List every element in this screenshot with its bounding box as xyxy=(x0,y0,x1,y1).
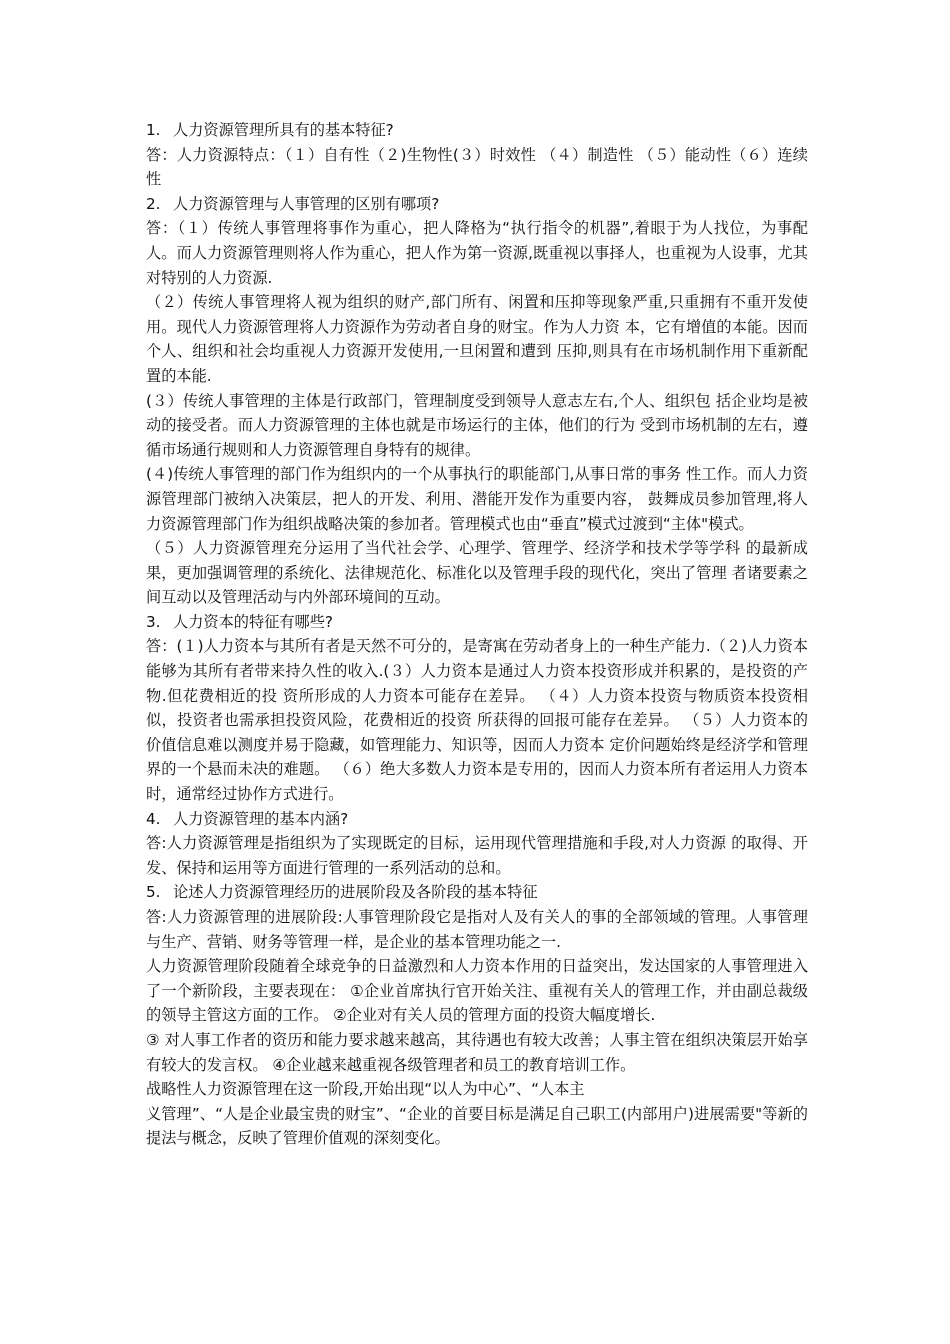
question-text: 人力资源管理与人事管理的区别有哪项? xyxy=(173,194,440,213)
qa-item-2 xyxy=(146,192,808,610)
qa-item-1 xyxy=(146,118,808,192)
answer-paragraph: 答:人力资源管理的进展阶段:人事管理阶段它是指对人及有关人的事的全部领域的管理。人事管理与生产、营销、财务等管理一样，是企业的基本管理功能之一. xyxy=(146,908,808,951)
answer-paragraph: （２）传统人事管理将人视为组织的财产,部门所有、闲置和压抑等现象严重,只重拥有不重开发使用。现代人力资源管理将人力资源作为劳动者自身的财宝。作为人力资 本，它有增值的本能。因而个人、组织和社会均重视人力资源开发使用,一旦闲置和遭到 压抑,则具有在市场机制作用下重新配置的本能. xyxy=(146,293,808,385)
question-number: 2. xyxy=(146,194,161,213)
question-text: 人力资本的特征有哪些? xyxy=(173,612,333,631)
qa-item-3 xyxy=(146,610,808,807)
document-page xyxy=(146,118,808,1151)
question-heading xyxy=(146,192,808,217)
answer-paragraph: 义管理”、“人是企业最宝贵的财宝”、“企业的首要目标是满足自己职工(内部用户)进展需要"等新的提法与概念，反映了管理价值观的深刻变化。 xyxy=(146,1104,808,1148)
answer-paragraph: 答:人力资源管理是指组织为了实现既定的目标，运用现代管理措施和手段,对人力资源 的取得、开发、保持和运用等方面进行管理的一系列活动的总和。 xyxy=(146,834,808,877)
answer-paragraph: （５）人力资源管理充分运用了当代社会学、心理学、管理学、经济学和技术学等学科 的最新成果，更加强调管理的系统化、法律规范化、标准化以及管理手段的现代化，突出了管理 者诸要素之间互动以及管理活动与内外部环境间的互动。 xyxy=(146,539,808,607)
answer-paragraph: ③ 对人事工作者的资历和能力要求越来越高，其待遇也有较大改善；人事主管在组织决策层开始享有较大的发言权。 ④企业越来越重视各级管理者和员工的教育培训工作。 xyxy=(146,1030,808,1074)
question-number: 4. xyxy=(146,809,161,828)
qa-item-4 xyxy=(146,807,808,881)
answer-paragraph: (４)传统人事管理的部门作为组织内的一个从事执行的职能部门,从事日常的事务 性工作。而人力资源管理部门被纳入决策层，把人的开发、利用、潜能开发作为重要内容， 鼓舞成员参加管理,将人力资源管理部门作为组织战略决策的参加者。管理模式也由“垂直”模式过渡到“主体"模式。 xyxy=(146,465,808,533)
question-text: 人力资源管理的基本内涵? xyxy=(173,809,349,828)
answer-paragraph: 答：人力资源特点：（１）自有性（２)生物性(３）时效性 （４）制造性 （５）能动性（６）连续性 xyxy=(146,145,808,189)
question-number: 1. xyxy=(146,121,161,139)
question-number: 5. xyxy=(146,883,161,902)
question-number: 3. xyxy=(146,612,161,631)
answer-paragraph: (３）传统人事管理的主体是行政部门，管理制度受到领导人意志左右,个人、组织包 括企业均是被动的接受者。而人力资源管理的主体也就是市场运行的主体，他们的行为 受到市场机制的左右，遵循市场通行规则和人力资源管理自身特有的规律。 xyxy=(146,391,808,459)
question-text: 论述人力资源管理经历的进展阶段及各阶段的基本特征 xyxy=(173,883,538,902)
qa-item-5 xyxy=(146,880,808,1151)
answer-paragraph: 答：(１)人力资本与其所有者是天然不可分的，是寄寓在劳动者身上的一种生产能力.（２)人力资本能够为其所有者带来持久性的收入.(３）人力资本是通过人力资本投资形成并积累的，是投资的产物.但花费相近的投 资所形成的人力资本可能存在差异。 （４）人力资本投资与物质资本投资相似，投资者也需承担投资风险，花费相近的投资 所获得的回报可能存在差异。 （５）人力资本的价值信息难以测度并易于隐藏，如管理能力、知识等，因而人力资本 定价问题始终是经济学和管理界的一个悬而未决的难题。 （６）绝大多数人力资本是专用的，因而人力资本所有者运用人力资本时，通常经过协作方式进行。 xyxy=(146,637,808,804)
question-heading xyxy=(146,880,808,905)
question-heading xyxy=(146,118,808,143)
answer-paragraph: 答：（１）传统人事管理将事作为重心，把人降格为“执行指令的机器”,着眼于为人找位，为事配人。而人力资源管理则将人作为重心，把人作为第一资源,既重视以事择人，也重视为人设事，尤其对特别的人力资源. xyxy=(146,219,808,287)
answer-paragraph: 战略性人力资源管理在这一阶段,开始出现“以人为中心”、“人本主 xyxy=(146,1080,585,1099)
question-text: 人力资源管理所具有的基本特征? xyxy=(173,121,394,139)
answer-paragraph: 人力资源管理阶段随着全球竞争的日益激烈和人力资本作用的日益突出，发达国家的人事管理进入了一个新阶段，主要表现在： ①企业首席执行官开始关注、重视有关人的管理工作，并由副总裁级的领导主管这方面的工作。 ②企业对有关人员的管理方面的投资大幅度增长. xyxy=(146,957,808,1025)
question-heading xyxy=(146,807,808,832)
question-heading xyxy=(146,610,808,635)
